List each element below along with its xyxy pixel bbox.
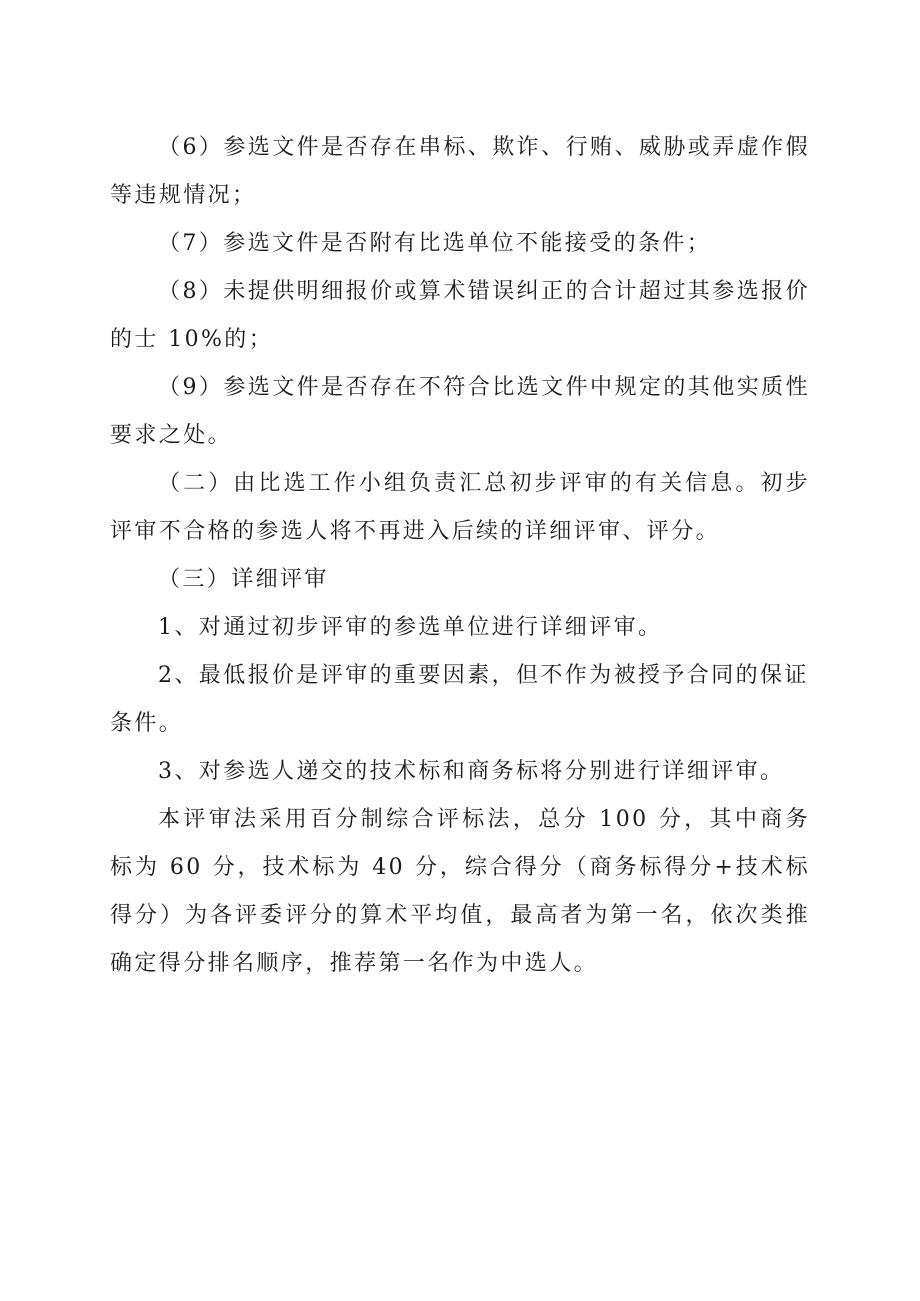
- detail-item-2: 2、最低报价是评审的重要因素，但不作为被授予合同的保证条件。: [110, 663, 809, 736]
- paragraph-item-6: （6）参选文件是否存在串标、欺诈、行贿、威胁或弄虚作假等违规情况；: [110, 135, 810, 208]
- paragraph-item-8: （8）未提供明细报价或算术错误纠正的合计超过其参选报价的士 10%的；: [110, 279, 810, 352]
- paragraph-item-7: （7）参选文件是否附有比选单位不能接受的条件；: [158, 231, 712, 256]
- detail-item-1: 1、对通过初步评审的参选单位进行详细评审。: [158, 615, 663, 640]
- scoring-method-paragraph: 本评审法采用百分制综合评标法，总分 100 分，其中商务标为 60 分，技术标为 40 分，综合得分（商务标得分+技术标得分）为各评委评分的算术平均值，最高者为第一名，依次类推确定得分排名顺序，推荐第一名作为中选人。: [110, 807, 810, 976]
- paragraph-section-2: （二）由比选工作小组负责汇总初步评审的有关信息。初步评审不合格的参选人将不再进入后续的详细评审、评分。: [110, 471, 810, 544]
- paragraph-item-9: （9）参选文件是否存在不符合比选文件中规定的其他实质性要求之处。: [110, 375, 810, 448]
- document-body: [110, 124, 810, 988]
- section-heading-3: （三）详细评审: [158, 567, 329, 592]
- detail-item-3: 3、对参选人递交的技术标和商务标将分别进行详细评审。: [158, 759, 785, 784]
